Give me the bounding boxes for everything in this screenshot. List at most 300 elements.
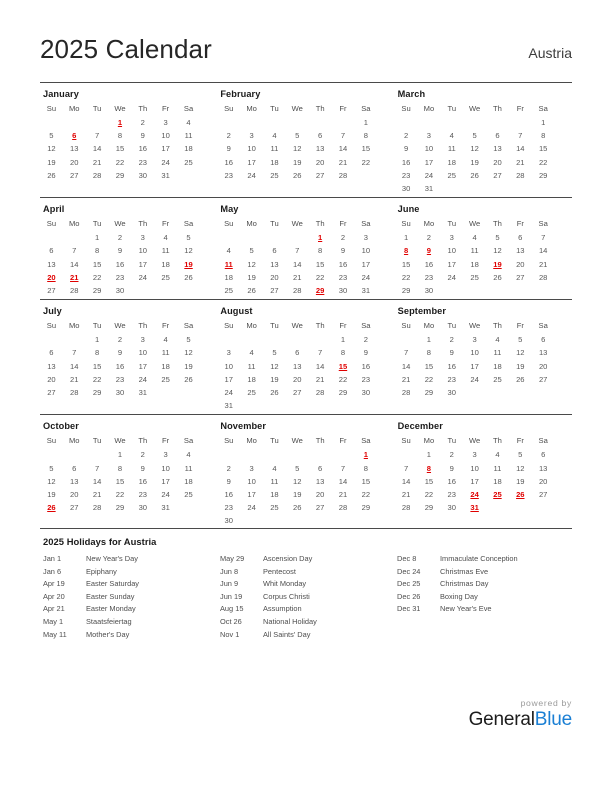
day-cell[interactable]: 7 <box>340 131 346 141</box>
day-cell[interactable]: 9 <box>140 131 145 141</box>
day-cell[interactable]: 14 <box>315 361 325 371</box>
day-cell[interactable]: 1 <box>403 233 409 243</box>
day-cell[interactable]: 13 <box>70 144 79 154</box>
day-cell[interactable]: 17 <box>138 361 148 371</box>
day-cell[interactable]: 2 <box>117 335 123 345</box>
day-cell[interactable]: 16 <box>447 361 456 371</box>
day-cell[interactable]: 20 <box>270 272 279 282</box>
day-cell[interactable]: 26 <box>184 272 193 282</box>
day-cell[interactable]: 29 <box>361 503 371 513</box>
day-cell-holiday[interactable]: 31 <box>470 503 479 513</box>
day-cell[interactable]: 22 <box>92 272 102 282</box>
day-cell[interactable]: 17 <box>161 476 170 486</box>
day-cell[interactable]: 7 <box>403 463 409 473</box>
day-cell[interactable]: 26 <box>470 170 479 180</box>
day-cell[interactable]: 14 <box>338 476 348 486</box>
day-cell[interactable]: 20 <box>538 361 548 371</box>
day-cell[interactable]: 12 <box>47 144 56 154</box>
day-cell[interactable]: 25 <box>161 374 170 384</box>
day-cell[interactable]: 14 <box>92 476 102 486</box>
day-cell[interactable]: 5 <box>518 450 523 460</box>
day-cell[interactable]: 4 <box>472 233 477 243</box>
day-cell[interactable]: 10 <box>247 476 256 486</box>
day-cell[interactable]: 3 <box>140 233 145 243</box>
day-cell[interactable]: 1 <box>541 118 546 127</box>
day-cell[interactable]: 21 <box>92 157 102 167</box>
day-cell[interactable]: 22 <box>538 157 548 167</box>
day-cell[interactable]: 6 <box>295 348 300 358</box>
day-cell[interactable]: 29 <box>92 388 102 398</box>
day-cell[interactable]: 20 <box>47 374 56 384</box>
day-cell[interactable]: 5 <box>249 246 254 256</box>
day-cell[interactable]: 15 <box>424 361 434 371</box>
day-cell[interactable]: 14 <box>92 144 102 154</box>
day-cell[interactable]: 28 <box>92 170 102 180</box>
day-cell[interactable]: 18 <box>270 157 279 167</box>
day-cell[interactable]: 2 <box>363 335 368 345</box>
day-cell[interactable]: 28 <box>293 286 302 296</box>
day-cell[interactable]: 30 <box>224 516 233 526</box>
day-cell[interactable]: 1 <box>94 335 100 345</box>
day-cell[interactable]: 16 <box>424 259 434 269</box>
day-cell[interactable]: 3 <box>449 233 454 243</box>
day-cell-holiday[interactable]: 1 <box>363 450 368 460</box>
day-cell[interactable]: 22 <box>338 374 348 384</box>
day-cell[interactable]: 12 <box>293 476 302 486</box>
day-cell[interactable]: 21 <box>401 374 411 384</box>
day-cell[interactable]: 13 <box>315 144 325 154</box>
day-cell[interactable]: 10 <box>138 246 148 256</box>
day-cell[interactable]: 28 <box>338 170 348 180</box>
day-cell[interactable]: 18 <box>161 259 170 269</box>
day-cell[interactable]: 19 <box>293 157 302 167</box>
day-cell[interactable]: 26 <box>47 170 56 180</box>
day-cell[interactable]: 25 <box>184 157 193 167</box>
day-cell[interactable]: 8 <box>318 246 323 256</box>
day-cell[interactable]: 10 <box>224 361 233 371</box>
day-cell[interactable]: 25 <box>224 286 233 296</box>
day-cell[interactable]: 30 <box>138 170 148 180</box>
day-cell[interactable]: 24 <box>224 388 233 398</box>
day-cell[interactable]: 11 <box>184 463 193 473</box>
day-cell[interactable]: 10 <box>424 144 434 154</box>
day-cell[interactable]: 10 <box>447 246 456 256</box>
day-cell[interactable]: 6 <box>318 463 323 473</box>
day-cell-holiday[interactable]: 19 <box>493 259 502 269</box>
day-cell[interactable]: 21 <box>338 490 348 500</box>
day-cell[interactable]: 27 <box>47 286 56 296</box>
day-cell[interactable]: 4 <box>186 450 191 460</box>
day-cell[interactable]: 21 <box>70 374 79 384</box>
day-cell[interactable]: 8 <box>363 463 368 473</box>
day-cell[interactable]: 19 <box>516 476 525 486</box>
day-cell[interactable]: 17 <box>361 259 371 269</box>
day-cell[interactable]: 30 <box>447 503 456 513</box>
day-cell[interactable]: 25 <box>247 388 256 398</box>
day-cell[interactable]: 7 <box>94 463 100 473</box>
day-cell[interactable]: 17 <box>470 476 479 486</box>
day-cell[interactable]: 16 <box>138 476 148 486</box>
day-cell[interactable]: 14 <box>401 361 411 371</box>
day-cell[interactable]: 18 <box>184 144 193 154</box>
day-cell[interactable]: 27 <box>70 170 79 180</box>
day-cell[interactable]: 12 <box>493 246 502 256</box>
day-cell[interactable]: 4 <box>249 348 254 358</box>
day-cell[interactable]: 14 <box>70 361 79 371</box>
day-cell[interactable]: 23 <box>424 272 434 282</box>
day-cell[interactable]: 5 <box>186 335 191 345</box>
day-cell[interactable]: 25 <box>270 503 279 513</box>
day-cell[interactable]: 27 <box>516 272 525 282</box>
day-cell[interactable]: 27 <box>70 503 79 513</box>
day-cell[interactable]: 18 <box>161 361 170 371</box>
day-cell[interactable]: 16 <box>224 157 233 167</box>
day-cell[interactable]: 10 <box>247 144 256 154</box>
day-cell[interactable]: 12 <box>247 259 256 269</box>
day-cell[interactable]: 26 <box>184 374 193 384</box>
day-cell[interactable]: 20 <box>315 157 325 167</box>
day-cell[interactable]: 23 <box>401 170 411 180</box>
day-cell[interactable]: 23 <box>447 374 456 384</box>
day-cell[interactable]: 23 <box>338 272 348 282</box>
day-cell[interactable]: 4 <box>495 335 500 345</box>
day-cell[interactable]: 30 <box>115 388 125 398</box>
day-cell[interactable]: 22 <box>115 490 125 500</box>
day-cell[interactable]: 24 <box>361 272 371 282</box>
day-cell[interactable]: 20 <box>70 490 79 500</box>
day-cell[interactable]: 7 <box>295 246 300 256</box>
day-cell[interactable]: 2 <box>426 233 432 243</box>
day-cell[interactable]: 15 <box>424 476 434 486</box>
day-cell[interactable]: 11 <box>270 476 279 486</box>
day-cell[interactable]: 6 <box>49 246 54 256</box>
day-cell[interactable]: 11 <box>493 463 502 473</box>
day-cell[interactable]: 28 <box>538 272 548 282</box>
day-cell-holiday[interactable]: 15 <box>338 361 348 371</box>
day-cell[interactable]: 30 <box>401 184 411 194</box>
day-cell[interactable]: 13 <box>70 476 79 486</box>
day-cell[interactable]: 12 <box>184 348 193 358</box>
day-cell[interactable]: 27 <box>538 490 548 500</box>
day-cell[interactable]: 5 <box>495 233 500 243</box>
day-cell[interactable]: 29 <box>115 170 125 180</box>
day-cell[interactable]: 4 <box>163 335 168 345</box>
day-cell[interactable]: 25 <box>447 170 456 180</box>
day-cell-holiday[interactable]: 25 <box>493 490 502 500</box>
day-cell[interactable]: 15 <box>401 259 411 269</box>
day-cell[interactable]: 18 <box>247 374 256 384</box>
day-cell[interactable]: 14 <box>293 259 302 269</box>
day-cell[interactable]: 18 <box>470 259 479 269</box>
day-cell[interactable]: 25 <box>270 170 279 180</box>
day-cell[interactable]: 22 <box>361 157 371 167</box>
day-cell[interactable]: 16 <box>115 361 125 371</box>
day-cell[interactable]: 26 <box>293 503 302 513</box>
day-cell[interactable]: 6 <box>318 131 323 141</box>
day-cell-holiday[interactable]: 6 <box>72 131 77 141</box>
day-cell[interactable]: 14 <box>70 259 79 269</box>
day-cell[interactable]: 7 <box>72 246 77 256</box>
day-cell[interactable]: 18 <box>224 272 233 282</box>
day-cell[interactable]: 24 <box>447 272 456 282</box>
day-cell[interactable]: 28 <box>401 388 411 398</box>
day-cell[interactable]: 15 <box>92 361 102 371</box>
day-cell[interactable]: 11 <box>247 361 256 371</box>
day-cell[interactable]: 7 <box>403 348 409 358</box>
day-cell[interactable]: 21 <box>516 157 525 167</box>
day-cell[interactable]: 5 <box>295 131 300 141</box>
day-cell-holiday[interactable]: 1 <box>117 118 123 127</box>
day-cell[interactable]: 7 <box>518 131 523 141</box>
day-cell[interactable]: 9 <box>117 348 123 358</box>
day-cell[interactable]: 20 <box>293 374 302 384</box>
day-cell[interactable]: 9 <box>403 144 409 154</box>
day-cell[interactable]: 2 <box>340 233 346 243</box>
day-cell[interactable]: 8 <box>117 131 123 141</box>
day-cell[interactable]: 15 <box>361 476 371 486</box>
day-cell[interactable]: 12 <box>516 463 525 473</box>
day-cell[interactable]: 14 <box>338 144 348 154</box>
day-cell[interactable]: 1 <box>426 450 432 460</box>
day-cell[interactable]: 12 <box>184 246 193 256</box>
day-cell[interactable]: 16 <box>138 144 148 154</box>
day-cell[interactable]: 10 <box>138 348 148 358</box>
day-cell[interactable]: 29 <box>538 170 548 180</box>
day-cell[interactable]: 12 <box>47 476 56 486</box>
day-cell[interactable]: 9 <box>226 144 231 154</box>
day-cell-holiday[interactable]: 8 <box>426 463 432 473</box>
day-cell[interactable]: 2 <box>449 335 454 345</box>
day-cell[interactable]: 29 <box>338 388 348 398</box>
day-cell-holiday[interactable]: 19 <box>184 259 193 269</box>
day-cell[interactable]: 3 <box>472 450 477 460</box>
day-cell[interactable]: 5 <box>49 131 54 141</box>
day-cell[interactable]: 29 <box>424 503 434 513</box>
day-cell[interactable]: 27 <box>293 388 302 398</box>
day-cell[interactable]: 7 <box>94 131 100 141</box>
day-cell[interactable]: 9 <box>140 463 145 473</box>
day-cell[interactable]: 10 <box>161 131 170 141</box>
day-cell[interactable]: 3 <box>163 450 168 460</box>
day-cell[interactable]: 10 <box>470 348 479 358</box>
day-cell[interactable]: 16 <box>447 476 456 486</box>
day-cell[interactable]: 9 <box>117 246 123 256</box>
day-cell[interactable]: 16 <box>224 490 233 500</box>
day-cell[interactable]: 6 <box>72 463 77 473</box>
day-cell[interactable]: 11 <box>270 144 279 154</box>
day-cell[interactable]: 17 <box>424 157 434 167</box>
day-cell[interactable]: 3 <box>249 131 254 141</box>
day-cell[interactable]: 22 <box>424 490 434 500</box>
day-cell-holiday[interactable]: 21 <box>70 272 79 282</box>
day-cell[interactable]: 24 <box>161 490 170 500</box>
day-cell-holiday[interactable]: 26 <box>516 490 525 500</box>
day-cell[interactable]: 14 <box>538 246 548 256</box>
day-cell[interactable]: 15 <box>315 259 325 269</box>
day-cell[interactable]: 19 <box>270 374 279 384</box>
day-cell[interactable]: 5 <box>186 233 191 243</box>
day-cell[interactable]: 6 <box>518 233 523 243</box>
day-cell[interactable]: 17 <box>224 374 233 384</box>
day-cell[interactable]: 2 <box>226 131 231 141</box>
day-cell[interactable]: 19 <box>184 361 193 371</box>
day-cell[interactable]: 9 <box>226 476 231 486</box>
day-cell-holiday[interactable]: 1 <box>318 233 323 243</box>
day-cell[interactable]: 8 <box>426 348 432 358</box>
day-cell[interactable]: 22 <box>92 374 102 384</box>
day-cell[interactable]: 14 <box>401 476 411 486</box>
day-cell[interactable]: 18 <box>184 476 193 486</box>
day-cell[interactable]: 11 <box>447 144 456 154</box>
day-cell[interactable]: 23 <box>224 170 233 180</box>
day-cell[interactable]: 30 <box>338 286 348 296</box>
day-cell[interactable]: 3 <box>163 118 168 127</box>
day-cell[interactable]: 22 <box>424 374 434 384</box>
day-cell[interactable]: 5 <box>272 348 277 358</box>
day-cell[interactable]: 6 <box>541 450 546 460</box>
day-cell[interactable]: 13 <box>270 259 279 269</box>
day-cell[interactable]: 31 <box>424 184 434 194</box>
day-cell[interactable]: 4 <box>226 246 231 256</box>
day-cell[interactable]: 13 <box>47 361 56 371</box>
day-cell[interactable]: 31 <box>224 401 233 411</box>
day-cell[interactable]: 22 <box>401 272 411 282</box>
day-cell[interactable]: 15 <box>361 144 371 154</box>
day-cell[interactable]: 2 <box>226 463 231 473</box>
day-cell[interactable]: 29 <box>92 286 102 296</box>
day-cell[interactable]: 23 <box>115 374 125 384</box>
day-cell[interactable]: 3 <box>249 463 254 473</box>
day-cell[interactable]: 7 <box>72 348 77 358</box>
day-cell[interactable]: 17 <box>247 490 256 500</box>
day-cell[interactable]: 6 <box>495 131 500 141</box>
day-cell[interactable]: 3 <box>426 131 432 141</box>
day-cell[interactable]: 7 <box>541 233 546 243</box>
day-cell[interactable]: 15 <box>92 259 102 269</box>
day-cell[interactable]: 31 <box>161 170 170 180</box>
day-cell[interactable]: 25 <box>470 272 479 282</box>
day-cell[interactable]: 29 <box>401 286 411 296</box>
day-cell-holiday[interactable]: 8 <box>403 246 409 256</box>
day-cell[interactable]: 23 <box>138 490 148 500</box>
day-cell[interactable]: 1 <box>363 118 368 127</box>
day-cell[interactable]: 9 <box>449 348 454 358</box>
day-cell[interactable]: 16 <box>361 361 371 371</box>
day-cell[interactable]: 17 <box>138 259 148 269</box>
day-cell[interactable]: 5 <box>472 131 477 141</box>
day-cell[interactable]: 19 <box>247 272 256 282</box>
day-cell[interactable]: 23 <box>115 272 125 282</box>
day-cell[interactable]: 24 <box>138 272 148 282</box>
day-cell[interactable]: 27 <box>538 374 548 384</box>
day-cell[interactable]: 18 <box>493 361 502 371</box>
day-cell[interactable]: 22 <box>361 490 371 500</box>
day-cell[interactable]: 18 <box>447 157 456 167</box>
day-cell[interactable]: 12 <box>470 144 479 154</box>
day-cell[interactable]: 27 <box>47 388 56 398</box>
day-cell[interactable]: 6 <box>541 335 546 345</box>
day-cell[interactable]: 24 <box>138 374 148 384</box>
day-cell[interactable]: 30 <box>138 503 148 513</box>
day-cell[interactable]: 21 <box>401 490 411 500</box>
day-cell[interactable]: 27 <box>315 170 325 180</box>
day-cell[interactable]: 24 <box>424 170 434 180</box>
day-cell[interactable]: 1 <box>340 335 346 345</box>
day-cell[interactable]: 30 <box>115 286 125 296</box>
day-cell[interactable]: 3 <box>363 233 368 243</box>
day-cell[interactable]: 24 <box>247 170 256 180</box>
day-cell[interactable]: 22 <box>315 272 325 282</box>
day-cell[interactable]: 15 <box>115 144 125 154</box>
day-cell[interactable]: 27 <box>315 503 325 513</box>
day-cell[interactable]: 13 <box>493 144 502 154</box>
day-cell[interactable]: 30 <box>424 286 434 296</box>
day-cell[interactable]: 12 <box>516 348 525 358</box>
day-cell[interactable]: 13 <box>516 246 525 256</box>
day-cell[interactable]: 10 <box>161 463 170 473</box>
day-cell[interactable]: 11 <box>161 246 170 256</box>
day-cell[interactable]: 13 <box>315 476 325 486</box>
day-cell[interactable]: 4 <box>272 463 277 473</box>
day-cell[interactable]: 24 <box>470 374 479 384</box>
day-cell[interactable]: 2 <box>117 233 123 243</box>
day-cell[interactable]: 30 <box>447 388 456 398</box>
day-cell[interactable]: 19 <box>293 490 302 500</box>
day-cell-holiday[interactable]: 24 <box>470 490 479 500</box>
day-cell[interactable]: 28 <box>315 388 325 398</box>
day-cell[interactable]: 22 <box>115 157 125 167</box>
day-cell[interactable]: 13 <box>293 361 302 371</box>
day-cell[interactable]: 27 <box>270 286 279 296</box>
day-cell[interactable]: 4 <box>163 233 168 243</box>
day-cell[interactable]: 29 <box>424 388 434 398</box>
day-cell[interactable]: 5 <box>49 463 54 473</box>
day-cell[interactable]: 9 <box>340 246 346 256</box>
day-cell[interactable]: 28 <box>70 388 79 398</box>
day-cell[interactable]: 21 <box>338 157 348 167</box>
day-cell[interactable]: 15 <box>538 144 548 154</box>
day-cell[interactable]: 28 <box>92 503 102 513</box>
day-cell[interactable]: 17 <box>470 361 479 371</box>
day-cell[interactable]: 4 <box>495 450 500 460</box>
day-cell[interactable]: 23 <box>138 157 148 167</box>
day-cell[interactable]: 17 <box>447 259 456 269</box>
day-cell[interactable]: 27 <box>493 170 502 180</box>
day-cell-holiday[interactable]: 20 <box>47 272 56 282</box>
day-cell[interactable]: 18 <box>493 476 502 486</box>
day-cell[interactable]: 4 <box>449 131 454 141</box>
day-cell[interactable]: 26 <box>293 170 302 180</box>
day-cell[interactable]: 20 <box>538 476 548 486</box>
day-cell[interactable]: 23 <box>224 503 233 513</box>
day-cell[interactable]: 20 <box>70 157 79 167</box>
day-cell[interactable]: 11 <box>493 348 502 358</box>
day-cell[interactable]: 1 <box>117 450 123 460</box>
day-cell[interactable]: 8 <box>541 131 546 141</box>
day-cell[interactable]: 23 <box>361 374 371 384</box>
day-cell[interactable]: 31 <box>138 388 148 398</box>
day-cell-holiday[interactable]: 26 <box>47 503 56 513</box>
day-cell[interactable]: 19 <box>47 157 56 167</box>
day-cell[interactable]: 16 <box>338 259 348 269</box>
day-cell[interactable]: 16 <box>401 157 411 167</box>
day-cell[interactable]: 25 <box>493 374 502 384</box>
day-cell[interactable]: 8 <box>363 131 368 141</box>
day-cell[interactable]: 21 <box>293 272 302 282</box>
day-cell-holiday[interactable]: 29 <box>315 286 325 296</box>
day-cell[interactable]: 20 <box>315 490 325 500</box>
day-cell[interactable]: 19 <box>47 490 56 500</box>
